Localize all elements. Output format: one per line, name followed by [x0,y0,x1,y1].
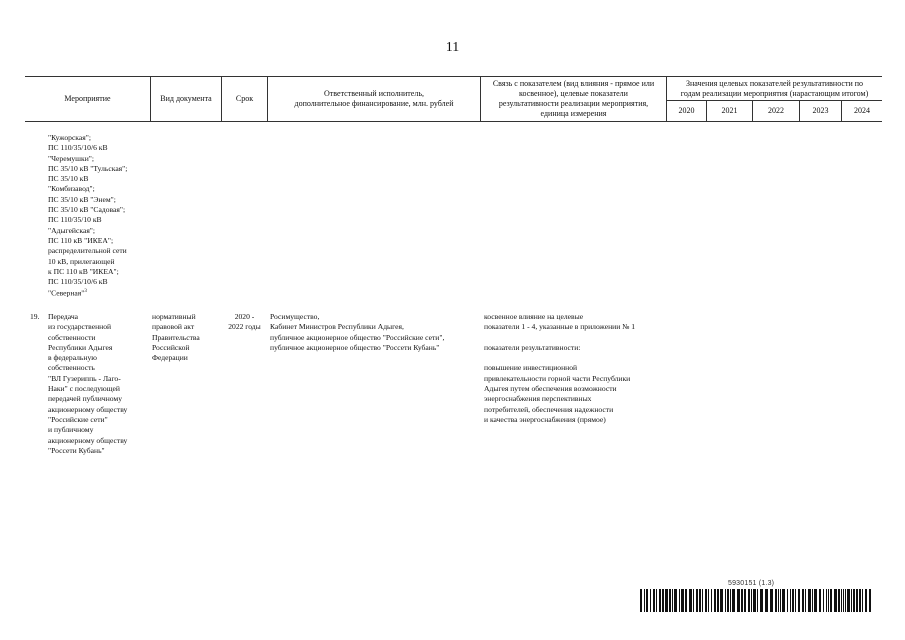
barcode-bar [845,589,846,612]
row-19-measure: Передача из государственной собственности Республики Адыгея в федеральную собственность "ВЛ Гузериппь - Лаго- Наки" с последующей передачей публичному акционерному обществу "Российские сети" и публичному акционерному обществу "Россети Кубань" [48,312,128,455]
barcode-bar [674,589,677,612]
barcode-bar [751,589,752,612]
barcode-bar [659,589,661,612]
barcode-bar [782,589,785,612]
header-executor: Ответственный исполнитель, дополнительное финансирование, млн. рублей [294,89,454,108]
barcode-bar [792,589,794,612]
barcode-bar [693,589,694,612]
barcode-bar [765,589,768,612]
barcode-bar [780,589,781,612]
barcode-bar [795,589,796,612]
barcode-bar [830,589,832,612]
barcode-bar [851,589,852,612]
footnote-mark: 3 [84,289,87,295]
barcode-bar [834,589,837,612]
barcode-bar [757,589,758,612]
barcode-bar [823,589,824,612]
header-link: Связь с показателем (вид влияния - прямое или косвенное), целевые показатели результативности реализации мероприятия, единица измерения [492,79,655,118]
header-values-group: Значения целевых показателей результативности по годам реализации мероприятия (нарастающим итогом) [680,78,869,98]
barcode-bar [727,589,729,612]
barcode-bar [699,589,701,612]
row-19-link: косвенное влияние на целевые показатели 1 - 4, указанные в приложении № 1 показатели результативности: повышение инвестиционной привлекательности горной части Республики Адыгея путем обеспечения возможности энергоснабжения перспективных потребителей, обеспечения надежности и качества энергоснабжения (прямое) [484,312,636,424]
barcode-bar [711,589,712,612]
continuation-measure: "Кужорская"; ПС 110/35/10/6 кВ "Черемушки"; ПС 35/10 кВ "Тульская"; ПС 35/10 кВ "Комбизавод"; ПС 35/10 кВ "Энем"; ПС 35/10 кВ "Садовая"; ПС 110/35/10 кВ "Адыгейская"; ПС 110 кВ "ИКЕА"; распределительной сети 10 кВ, прилегающей к ПС 110 кВ "ИКЕА"; ПС 110/35/10/6 кВ "Северная"$^3$ [48,133,128,298]
page-number: 11 [445,40,460,55]
header-year-2020: 2020 [678,106,695,115]
barcode-bar [853,589,855,612]
barcode-bar [775,589,777,612]
barcode-bar [798,589,800,612]
header-term: Срок [235,94,254,103]
barcode-bar [689,589,692,612]
barcode-bar [702,589,703,612]
barcode-bar [744,589,746,612]
barcode-bar [841,589,842,612]
barcode-image [640,589,875,612]
barcode-bar [856,589,858,612]
barcode-bar [685,589,687,612]
barcode-bar [737,589,740,612]
barcode-bar [770,589,773,612]
barcode-bar [812,589,813,612]
header-year-2024: 2024 [854,106,870,115]
barcode-bar [730,589,731,612]
barcode-bar [656,589,657,612]
barcode-bar [665,589,668,612]
row-19-term: 2020 - 2022 годы [228,312,261,332]
barcode-bar [732,589,735,612]
barcode-bar [714,589,716,612]
barcode-bar [869,589,871,612]
barcode-bar [778,589,779,612]
barcode-bar [720,589,723,612]
barcode-bar [760,589,763,612]
header-year-2023: 2023 [812,106,829,115]
barcode-bar [741,589,743,612]
header-year-2021: 2021 [721,106,738,115]
barcode-bar [696,589,698,612]
row-19-doc-type: нормативный правовой акт Правительства Российской Федерации [152,312,200,363]
barcode-label: 5930151 (1.3) [728,580,775,587]
barcode-bar [640,589,642,612]
barcode-bar [787,589,788,612]
barcode-bar [802,589,804,612]
header-measure: Мероприятие [64,94,111,103]
barcode-bar [662,589,664,612]
barcode-bar [859,589,861,612]
barcode-bar [838,589,840,612]
barcode-bar [865,589,867,612]
barcode-bar [653,589,655,612]
row-19-executor: Росимущество, Кабинет Министров Республики Адыгея, публичное акционерное общество "Российские сети", публичное акционерное общество "Россети Кубань" [270,312,445,352]
barcode-bar [790,589,791,612]
header-doc-type: Вид документа [160,94,212,103]
barcode-bar [646,589,648,612]
barcode-bar [644,589,645,612]
barcode-bar [828,589,829,612]
barcode-bar [826,589,827,612]
barcode-bar [669,589,671,612]
barcode-bar [847,589,850,612]
header-year-2022: 2022 [768,106,784,115]
barcode-bar [808,589,811,612]
barcode-bar [814,589,817,612]
barcode-bar [708,589,709,612]
barcode-bar [753,589,756,612]
barcode-bar [679,589,680,612]
barcode-bar [843,589,844,612]
barcode-bar [748,589,750,612]
barcode-bar [681,589,684,612]
barcode-bar [819,589,821,612]
barcode-bar [717,589,719,612]
row-19-number: 19. [30,312,40,321]
barcode-bar [650,589,651,612]
barcode-bar [705,589,707,612]
barcode-bar [672,589,673,612]
barcode-bar [805,589,806,612]
barcode-bar [725,589,726,612]
barcode-bar [862,589,863,612]
